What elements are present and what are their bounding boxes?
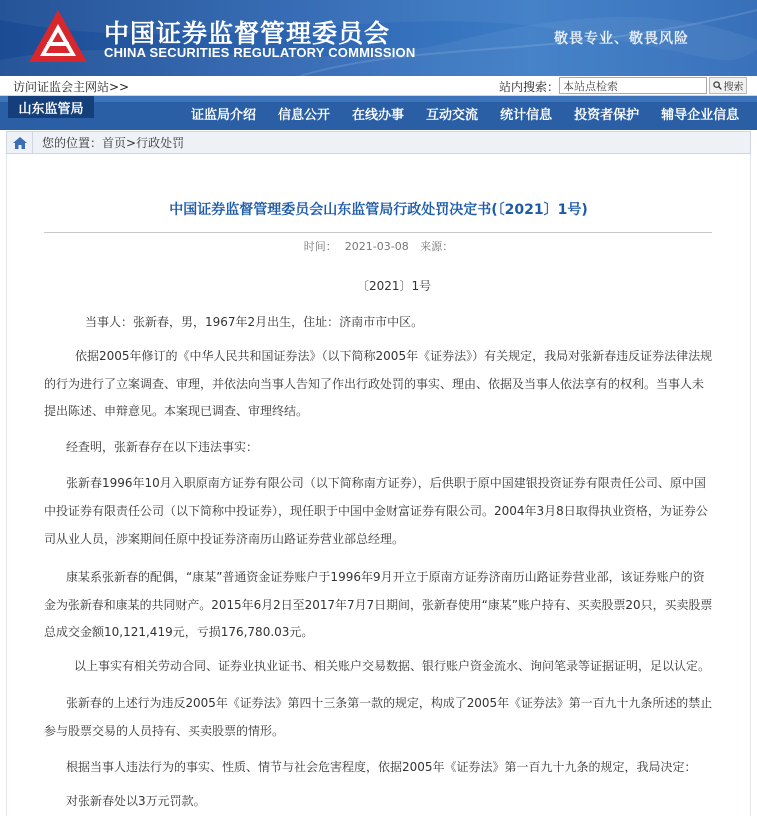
search-label: 站内搜索： [499,80,560,94]
site-header [0,0,757,76]
breadcrumb-home-button[interactable] [7,132,33,153]
breadcrumb-current[interactable]: 行政处罚 [136,136,185,150]
search-input[interactable] [559,77,707,94]
body-line: 根据当事人违法行为的事实、性质、情节与社会危害程度，依据2005年《证券法》第一百九十九条的规定，我局决定： [66,760,697,774]
brand-name-en: CHINA SECURITIES REGULATORY COMMISSION [104,45,416,60]
search-icon [713,81,722,90]
body-line: 金为张新春和康某的共同财产。2015年6月2日至2017年7月7日期间，张新春使用“康某”账户持有、买卖股票20只，买卖股票 [44,598,713,612]
main-nav [0,96,757,130]
body-line: 以上事实有相关劳动合同、证券业执业证书、相关账户交易数据、银行账户资金流水、询问笔录等证据证明，足以认定。 [74,659,711,673]
meta-source-label: 来源： [420,240,454,253]
body-line: 司从业人员，涉案期间任原中投证券济南历山路证券营业部总经理。 [44,532,405,546]
doc-number: 〔2021〕1号 [357,279,432,293]
brand-name-cn: 中国证券监督管理委员会 [104,19,391,48]
body-line: 康某系张新春的配偶，“康某”普通资金证券账户于1996年9月开立于原南方证券济南历山路证券营业部，该证券账户的资 [66,570,705,584]
article-title: 中国证券监督管理委员会山东监管局行政处罚决定书(〔2021〕1号) [169,202,588,218]
breadcrumb-text [33,134,184,151]
breadcrumb-home-link[interactable]: 首页 [102,136,127,150]
home-icon [13,137,27,149]
nav-item-tutoring-info[interactable]: 辅导企业信息 [661,108,740,123]
nav-top-strip [0,96,757,102]
breadcrumb-prefix: 您的位置： [42,136,103,150]
nav-item-online-service[interactable]: 在线办事 [352,108,405,123]
meta-time: 2021-03-08 [344,240,409,253]
meta-time-label: 时间： [303,240,337,253]
body-line: 总成交金额10,121,419元，亏损176,780.03元。 [44,625,314,639]
body-line: 对张新春处以3万元罚款。 [66,794,206,808]
nav-item-investor-protection[interactable]: 投资者保护 [574,108,640,123]
body-line: 当事人：张新春，男，1967年2月出生，住址：济南市市中区。 [85,315,424,329]
search-button[interactable] [709,77,747,94]
body-line: 张新春1996年10月入职原南方证券有限公司（以下简称南方证券），后供职于原中国建银投资证券有限责任公司、原中国 [66,476,706,490]
breadcrumb-separator: > [126,136,137,150]
region-tab[interactable]: 山东监管局 [8,96,94,118]
body-line: 的行为进行了立案调查、审理，并依法向当事人告知了作出行政处罚的事实、理由、依据及当事人依法享有的权利。当事人未 [44,377,705,391]
body-line: 提出陈述、申辩意见。本案现已调查、审理终结。 [44,404,309,418]
body-line: 经查明，张新春存在以下违法事实： [66,440,259,454]
search-button-label: 搜索 [723,82,744,93]
nav-item-interaction[interactable]: 互动交流 [426,108,479,123]
header-slogan: 敬畏专业、敬畏风险 [554,31,689,47]
article-meta [0,238,757,254]
main-site-link[interactable]: 访问证监会主网站>> [13,80,130,94]
utility-bar [0,76,757,96]
body-line: 参与股票交易的人员持有、买卖股票的情形。 [44,724,285,738]
nav-item-bureau-intro[interactable]: 证监局介绍 [191,108,257,123]
body-line: 中投证券有限责任公司（以下简称中投证券），现任职于中国中金财富证券有限公司。2004年3月8日取得执业资格，为证券公 [44,504,708,518]
title-divider [44,232,712,233]
body-line: 张新春的上述行为违反2005年《证券法》第四十三条第一款的规定，构成了2005年《证券法》第一百九十九条所述的禁止 [66,696,713,710]
nav-item-statistics[interactable]: 统计信息 [500,108,553,123]
body-line: 依据2005年修订的《中华人民共和国证券法》（以下简称2005年《证券法》）有关规定，我局对张新春违反证券法律法规 [75,349,713,363]
nav-items [180,105,750,127]
breadcrumb [6,131,751,154]
nav-item-info-disclosure[interactable]: 信息公开 [278,108,331,123]
csrc-logo-icon [27,8,89,66]
